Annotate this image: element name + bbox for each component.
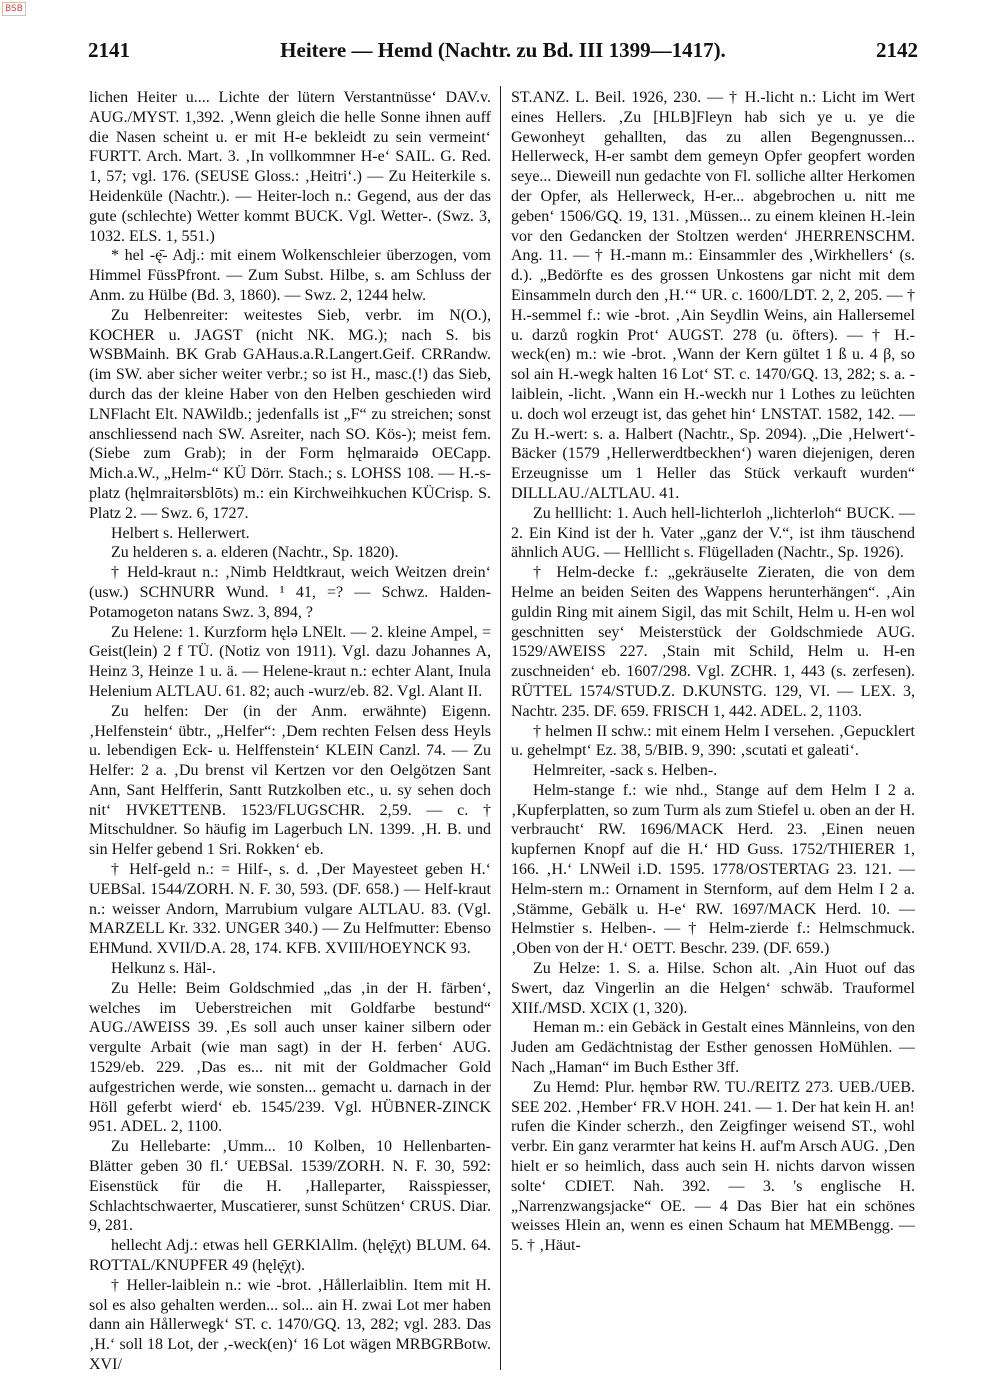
page-number-left: 2141	[88, 38, 130, 62]
entry-paragraph: Zu helfen: Der (in der Anm. erwähnte) Eigenn. ‚Helfenstein‘ übtr., „Helfer“: ‚Dem rechten Felsen dess Heyls u. lebendigen Eck- u. Helffenstein‘ KLEIN Canzl. 74. — Zu Helfer: 2 a. ‚Du brenst vil Kertzen vor den Oelgötzen Sant Ann, Sant Helfferin, Santt Rutzkolben etc., u. sy sehen doch nit‘ HVKETTENB. 1523/FLUGSCHR. 2,59. — c. † Mitschuldner. So häufig im Lagerbuch LN. 1399. ‚H. B. und sin Helfer gebend 1 Sri. Rokken‘ eb.	[89, 702, 491, 859]
entry-paragraph: hellecht Adj.: etwas hell GERKlAllm. (hęlę̄χt) BLUM. 64. ROTTAL/KNUPFER 49 (hęlę̄χt).	[89, 1237, 491, 1275]
entry-paragraph: † helmen II schw.: mit einem Helm I versehen. ‚Gepucklert u. gehelmpt‘ Ez. 38, 5/BIB. 9, 390: ‚scutati et galeati‘.	[511, 722, 915, 760]
entry-paragraph: Helbert s. Hellerwert.	[111, 524, 250, 542]
page-number-right: 2142	[876, 38, 918, 62]
left-column	[89, 88, 491, 1393]
page-header	[88, 38, 918, 68]
entry-paragraph: Zu Hemd: Plur. hęmbər RW. TU./REITZ 273. UEB./UEB. SEE 202. ‚Hember‘ FR.V HOH. 241. — 1. Der hat kein H. an! rufen die Kinder scherzh., den Zeigfinger weisend ST., wohl verbr. Ein ganz verarmter hat keins H. auf'm Arsch AUG. ‚Den hielt er so heimlich, dass auch sein H. nichts darvon wissen solte‘ CDIET. Nah. 392. — 3. 's englische H. „Narrenzwangsjacke“ OE. — 4 Das Bier hat ein schönes weisses Hlein an, wenn es einen Schaum hat MEMBengg. — 5. † ‚Häut-	[511, 1078, 915, 1255]
entry-paragraph: Zu Helene: 1. Kurzform hęlə LNElt. — 2. kleine Ampel, = Geist(lein) 2 f TÜ. (Notiz von 1911). Vgl. dazu Johannes A, Heinz 3, Heinze 1 u. ä. — Helene-kraut n.: echter Alant, Inula Helenium ALTLAU. 61. 82; auch -wurz/eb. 82. Vgl. Alant II.	[89, 623, 491, 700]
column-divider	[500, 86, 501, 1370]
entry-paragraph: Zu Hellebarte: ‚Umm... 10 Kolben, 10 Hellenbarten-Blätter geben 30 fl.‘ UEBSal. 1539/ZORH. N. F. 30, 592: Eisenstück für die H. ‚Halleparter, Raisspiesser, Schlachtschwaerter, Muscatierer, sunst Schützen‘ CRUS. Diar. 9, 281.	[89, 1138, 491, 1235]
library-stamp: BSB	[2, 2, 26, 16]
entry-paragraph: * hel -ę̄- Adj.: mit einem Wolkenschleier überzogen, vom Himmel FüssPfront. — Zum Subst. Hilbe, s. am Schluss der Anm. zu Hülbe (Bd. 3, 1860). — Swz. 2, 1244 helw.	[89, 247, 491, 304]
entry-paragraph: Heman m.: ein Gebäck in Gestalt eines Männleins, von den Juden am Gedächtnistag der Esther genossen HoMühlen. — Nach „Haman“ im Buch Esther 3ff.	[511, 1019, 915, 1077]
entry-paragraph: † Held-kraut n.: ‚Nimb Heldtkraut, weich Weitzen drein‘ (usw.) SCHNURR Wund. ¹ 41, =? — Schwz. Halden- Potamogeton natans Swz. 3, 894, ?	[89, 564, 491, 621]
entry-paragraph: † Helf-geld n.: = Hilf-, s. d. ‚Der Mayesteet geben H.‘ UEBSal. 1544/ZORH. N. F. 30, 593. (DF. 658.) — Helf-kraut n.: weisser Andorn, Marrubium vulgare ALTLAU. 83. (Vgl. MARZELL Kr. 332. UNGER 340.) — Zu Helfmutter: Ebenso EHMund. XVII/D.A. 28, 174. KFB. XVIII/HOEYNCK 93.	[89, 861, 491, 958]
entry-paragraph: lichen Heiter u.... Lichte der lütern Verstantnüsse‘ DAV.v. AUG./MYST. 1,392. ‚Wenn gleich die helle Sonne ihnen auff die Nasen scheint u. er mit H-e bekleidt zu sein vermeint‘ FURTT. Arch. Mart. 3. ‚In vollkommner H-e‘ SAIL. G. Red. 1, 57; vgl. 176. (SEUSE Gloss.: ‚Heitri‘.) — Zu Heiterkile s. Heidenküle (Nachtr.). — Heiter-loch n.: Gegend, aus der das gute (schlechte) Wetter kommt BUCK. Vgl. Wetter-. (Swz. 3, 1032. ELS. 1, 551.)	[89, 89, 491, 245]
entry-paragraph: Zu helderen s. a. elderen (Nachtr., Sp. 1820).	[111, 544, 399, 562]
entry-paragraph: Helm-stange f.: wie nhd., Stange auf dem Helm I 2 a. ‚Kupferplatten, so zum Turm als zum Stiefel u. oben an der H. verbraucht‘ RW. 1696/MACK Herd. 23. ‚Einen neuen kupfernen Knopf auf die H.‘ HD Guss. 1752/THIERER 1, 166. ‚H.‘ LNWeil i.D. 1595. 1778/OSTERTAG 23. 121. — Helm-stern m.: Ornament in Sternform, auf dem Helm I 2 a. ‚Stämme, Gebälk u. H-e‘ RW. 1697/MACK Herd. 10. — Helmstier s. Helben-. — † Helm-zierde f.: Helmschmuck. ‚Oben von der H.‘ OETT. Beschr. 239. (DF. 659.)	[511, 781, 915, 958]
running-title: Heitere — Hemd (Nachtr. zu Bd. III 1399—1417).	[280, 38, 726, 62]
entry-paragraph: Helmreiter, -sack s. Helben-.	[533, 762, 718, 780]
entry-paragraph: Zu Helle: Beim Goldschmied „das ‚in der H. färben‘, welches im Ueberstreichen mit Goldfarbe bestund“ AUG./AWEISS 39. ‚Es soll auch unser kainer silbern oder vergulte Arbait (wie man sagt) in der H. ferben‘ AUG. 1529/eb. 229. ‚Das es... nit mit der Goldmacher Gold aufgestrichen werde, wie sonsten... gemacht u. darnach in der Höll geferbt wierd‘ eb. 1545/239. Vgl. HÜBNER-ZINCK 951. ADEL. 2, 1100.	[89, 979, 491, 1136]
entry-paragraph: ST.ANZ. L. Beil. 1926, 230. — † H.-licht n.: Licht im Wert eines Hellers. ‚Zu [HLB]Fleyn hab sich ye u. ye die Gewonheyt gehallten, das zu allen Begengnussen... Hellerweck, H-er sambt dem gemeyn Opfer geopfert worden seye... Dieweill nun gedachte von Fl. solliche allter Herkomen der Opfer, als Hellerweck, H-er... abgebrochen u. nitt me geben‘ 1506/GQ. 19, 131. ‚Müssen... zu einem kleinen H.-lein vor den Gedancken der Stoltzen werden‘ JHERRENSCHM. Ang. 11. — † H.-mann m.: Einsammler des ‚Wirkhellers‘ (s. d.). „Bedörfte es des grossen Unkostens gar nicht mit dem Einsammeln durch den ‚H.‘“ UR. c. 1600/LDT. 2, 2, 205. — † H.-semmel f.: wie -brot. ‚Ain Seydlin Weins, ain Hallersemel u. darzů rogkin Prot‘ AUGST. 278 (u. öfters). — † H.-weck(en) m.: wie -brot. ‚Wann der Kern gültet 1 ß u. 4 β, so sol ain H.-wegk halten 16 Lot‘ ST. c. 1470/GQ. 13, 282; s. a. -laiblein, -licht. ‚Wann ein H.-weckh nur 1 Lothes zu leüchten u. doch wol erzeugt ist, das gehet hin‘ LNSTAT. 1582, 142. — Zu H.-wert: s. a. Halbert (Nachtr., Sp. 2094). „Die ‚Helwert‘-Bäcker (1579 ‚Hellerwerdtbeckhen‘) waren diejenigen, deren Erzeugnisse um 1 Heller das Stück verkauft wurden“ DILLLAU./ALTLAU. 41.	[511, 89, 915, 502]
entry-paragraph: Zu Helze: 1. S. a. Hilse. Schon alt. ‚Ain Huot ouf das Swert, daz Vingerlin an die Helgen‘ schwäb. Trauformel XIIf./MSD. XCIX (1, 320).	[511, 960, 915, 1017]
entry-paragraph: Zu Helbenreiter: weitestes Sieb, verbr. im N(O.), KOCHER u. JAGST (nicht NK. MG.); nach S. bis WSBMainh. BK Grab GAHaus.a.R.Langert.Geif. CRRandw. (im SW. aber sicher weiter verbr.; so ist H., masc.(!) das Sieb, durch das der kleine Haber von den Helben geschieden wird LNFlacht Elt. NAWildb.; jedenfalls ist „F“ zu streichen; sonst anschliessend nach SW. Asreiter, nach SO. Kös-); meist fem. (Siebe zum Grab); in der Form hęlmaraidə OECapp. Mich.a.W., „Helm-“ KÜ Dörr. Stach.; s. LOHSS 108. — H.-s-platz (hęlmraitərsblōts) m.: ein Kirchweihkuchen KÜCrisp. S. Platz 2. — Swz. 6, 1727.	[89, 306, 491, 522]
right-column	[511, 88, 915, 1393]
entry-paragraph: Helkunz s. Häl-.	[111, 960, 216, 978]
entry-paragraph: † Helm-decke f.: „gekräuselte Zieraten, die von dem Helme an beiden Seiten des Wappens herunterhängen“. ‚Ain guldin Ring mit ainem Sigil, das mit Schilt, Helm u. H-en wol geschnitten sey‘ Meisterstück der Goldschmiede AUG. 1529/AWEISS 227. ‚Stain mit Schild, Helm u. H-en zuschneiden‘ eb. 1607/298. Vgl. ZCHR. 1, 443 (s. zerfesen). RÜTTEL 1574/STUD.Z. D.KUNSTG. 129, VI. — LEX. 3, Nachtr. 235. DF. 659. FRISCH 1, 442. ADEL. 2, 1103.	[511, 564, 915, 720]
entry-paragraph: Zu helllicht: 1. Auch hell-lichterloh „lichterloh“ BUCK. — 2. Ein Kind ist der h. Vater „ganz der V.“, ist ihm täuschend ähnlich AUG. — Helllicht s. Flügelladen (Nachtr., Sp. 1926).	[511, 504, 915, 562]
entry-paragraph: † Heller-laiblein n.: wie -brot. ‚Hållerlaiblin. Item mit H. sol es also gehalten werden... sol... ain H. zwai Lot mer haben dann ain Hållerwegk‘ ST. c. 1470/GQ. 13, 282; vgl. 283. Das ‚H.‘ soll 18 Lot, der ‚-weck(en)‘ 16 Lot wägen MRBGRBotw. XVI/	[89, 1276, 491, 1373]
